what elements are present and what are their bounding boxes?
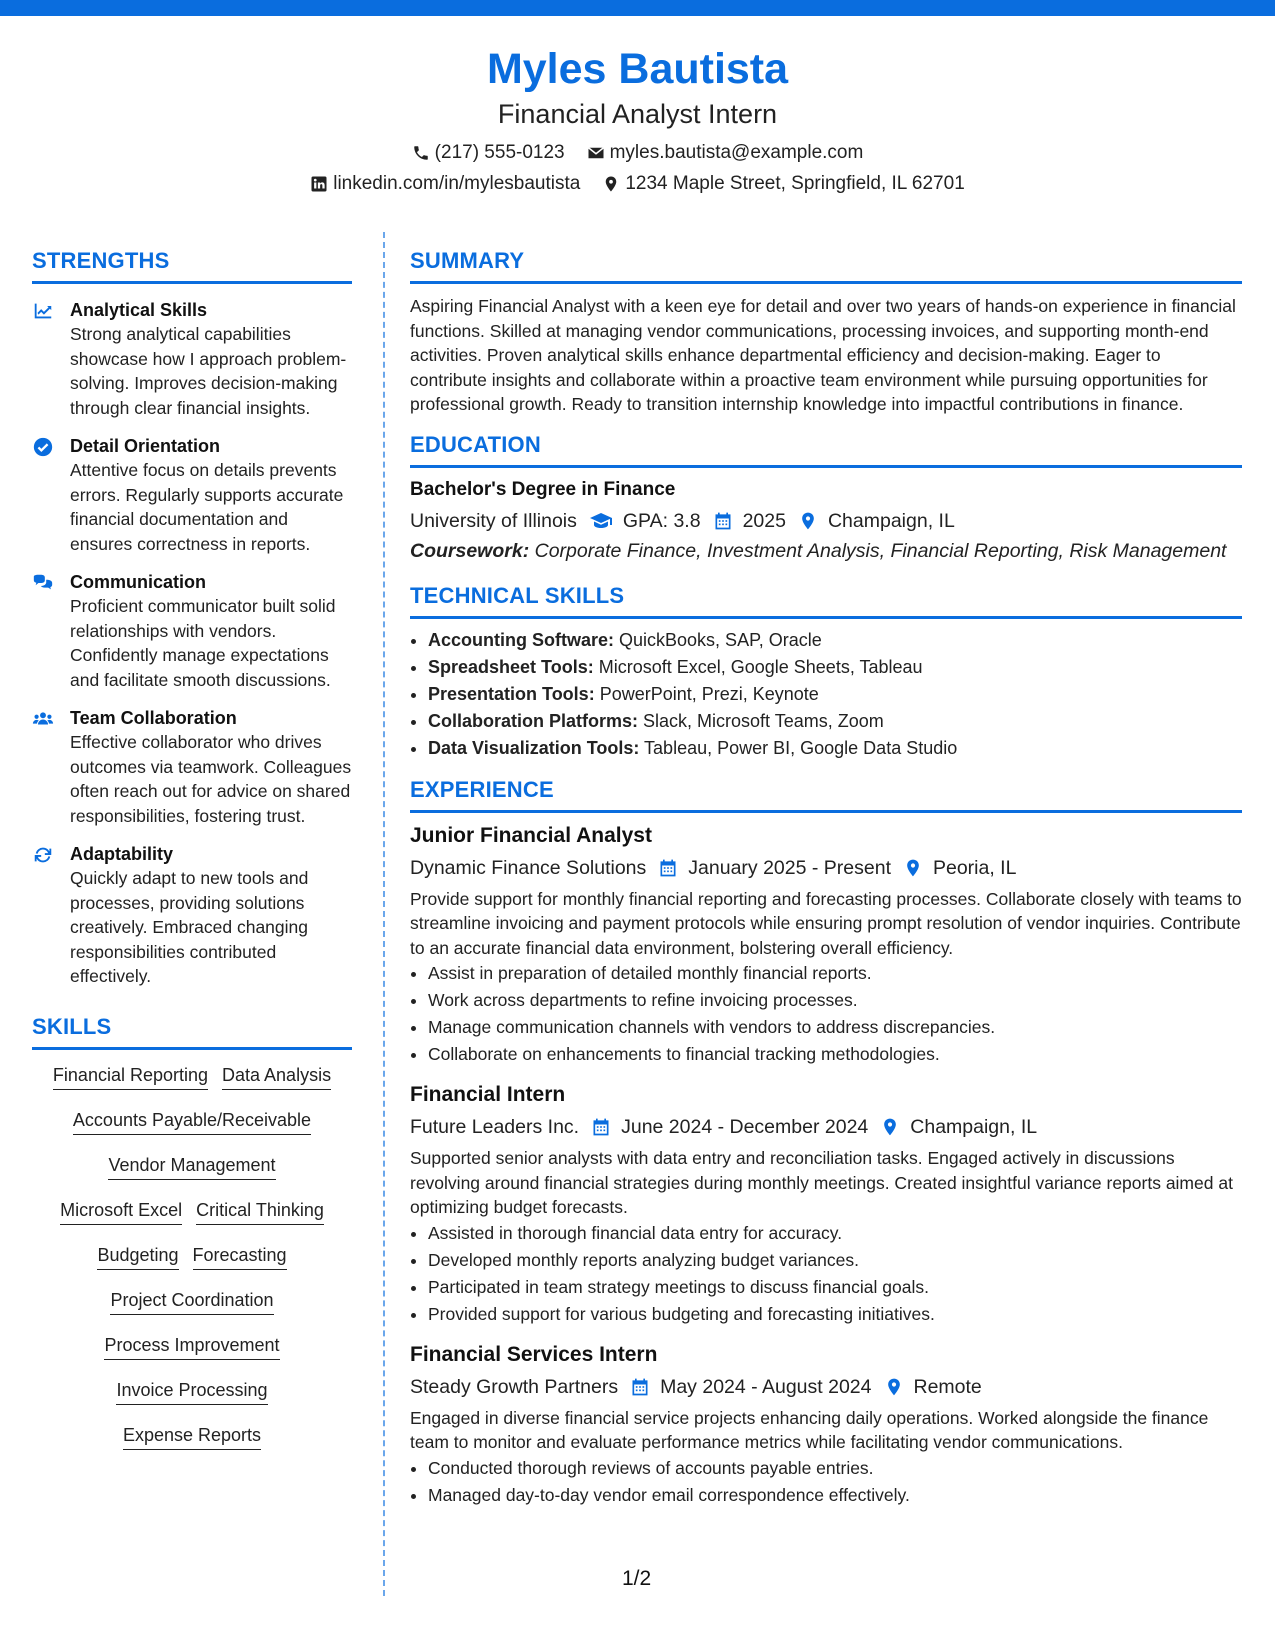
calendar-icon [591,1117,611,1137]
education-meta [410,506,1242,536]
job-description: Supported senior analysts with data entry and reconciliation tasks. Engaged actively in discussions revolving around financial strategies during monthly meetings. Created insightful variance reports aimed at optimizing budget forecasts. [410,1148,1233,1217]
coursework-list: Corporate Finance, Investment Analysis, Financial Reporting, Risk Management [529,539,1227,562]
job-location: Champaign, IL [910,1116,1038,1138]
tech-value: Slack, Microsoft Teams, Zoom [638,710,884,731]
job-description: Engaged in diverse financial service projects enhancing daily operations. Worked alongside the finance team to monitor and evaluate performance metrics while facilitating vendor communications. [410,1407,1209,1452]
calendar-icon [658,858,678,878]
list-item: • Conducted thorough reviews of accounts payable entries. [428,1455,1242,1482]
strengths-heading: STRENGTHS [32,245,352,284]
list-item [428,681,1242,708]
candidate-role: Financial Analyst Intern [497,99,778,129]
skills-heading: SKILLS [32,1011,352,1050]
list-item [428,708,1242,735]
tech-value: Tableau, Power BI, Google Data Studio [639,737,958,758]
candidate-name: Myles Bautista [486,45,789,93]
job-location: Remote [913,1375,982,1398]
strength-desc: Proficient communicator built solid relationships with vendors. Confidently manage expectations and facilitate smooth discussions. [70,596,336,690]
school-location: Champaign, IL [827,509,955,532]
company-name: Future Leaders Inc. [410,1116,580,1138]
skill-tag: Microsoft Excel [60,1197,182,1225]
job-entry [410,1340,1242,1509]
strength-item [32,570,352,692]
strength-desc: Strong analytical capabilities showcase how I approach problem-solving. Improves decision-making through clear financial insights. [70,324,347,418]
tech-label: Presentation Tools: [428,683,595,704]
job-description: Provide support for monthly financial reporting and forecasting processes. Collaborate closely with teams to streamline invoicing and payment protocols while ensuring prompt resolution of vendor inquiries. Contribute to an accurate financial data environment, bolstering overall efficiency. [410,888,1242,958]
technical-skills-heading: TECHNICAL SKILLS [410,580,1242,619]
envelope-icon [587,144,605,162]
list-item [428,627,1242,654]
skill-tag: Project Coordination [110,1287,273,1315]
strength-item [32,298,352,420]
skill-tag: Financial Reporting [53,1062,208,1090]
strength-desc: Attentive focus on details prevents errors. Regularly supports accurate financial documentation and ensures correctness in reports. [70,460,344,554]
strength-title: Analytical Skills [70,300,208,320]
map-marker-icon [602,175,620,193]
degree-title: Bachelor's Degree in Finance [410,478,676,500]
education-heading: EDUCATION [410,429,1242,468]
job-location: Peoria, IL [932,856,1017,879]
comments-icon [32,572,54,594]
skill-tag: Process Improvement [104,1332,279,1360]
strength-title: Detail Orientation [70,436,221,456]
list-item: • Participated in team strategy meetings to discuss financial goals. [428,1274,1242,1301]
skill-tag: Forecasting [193,1242,287,1270]
resume-header [0,40,1275,197]
calendar-icon [713,511,733,531]
skill-tag: Accounts Payable/Receivable [73,1107,311,1135]
job-title: Financial Intern [410,1083,566,1106]
chart-line-icon [32,300,54,322]
list-item: • Assist in preparation of detailed monthly financial reports. [428,960,1242,987]
list-item: • Developed monthly reports analyzing budget variances. [428,1247,1242,1274]
tech-value: PowerPoint, Prezi, Keynote [594,683,819,704]
job-dates: May 2024 - August 2024 [660,1375,872,1398]
calendar-icon [630,1377,650,1397]
tech-label: Collaboration Platforms: [428,710,639,731]
strength-desc: Quickly adapt to new tools and processes, providing solutions creatively. Embraced changing responsibilities contributed effectively. [70,868,309,986]
right-column [410,245,1242,1509]
job-title: Financial Services Intern [410,1342,658,1366]
linkedin-text[interactable]: linkedin.com/in/mylesbautista [333,173,581,194]
graduation-year: 2025 [742,509,786,532]
users-icon [32,708,54,730]
tech-label: Accounting Software: [428,629,615,650]
company-name: Dynamic Finance Solutions [410,856,647,879]
email-text[interactable]: myles.bautista@example.com [609,142,864,163]
map-marker-icon [880,1117,900,1137]
skill-tag: Invoice Processing [116,1377,267,1405]
contact-row-1 [0,140,1275,166]
skill-tag: Critical Thinking [196,1197,324,1225]
email-contact[interactable] [587,140,864,166]
summary-text: Aspiring Financial Analyst with a keen eye for detail and over two years of hands-on experience in financial functions. Skilled at managing vendor communications, processing invoices, and supporting month-end activities. Proven analytical skills enhance departmental efficiency and decision-making. Eager to contribute insights and collaborate within a proactive team environment while pursuing opportunities for professional growth. Ready to transition internship knowledge into impactful contributions in finance. [410,296,1236,414]
list-item: • Manage communication channels with vendors to address discrepancies. [428,1014,1242,1041]
map-marker-icon [903,858,923,878]
phone-contact [412,140,565,166]
address-contact [602,171,964,197]
job-dates: January 2025 - Present [688,856,891,879]
strength-title: Team Collaboration [70,708,237,728]
list-item: • Assisted in thorough financial data entry for accuracy. [428,1220,1242,1247]
summary-heading: SUMMARY [410,245,1242,284]
list-item: • Managed day-to-day vendor email correspondence effectively. [428,1482,1242,1509]
list-item [428,735,1242,762]
skill-tag: Expense Reports [123,1422,261,1450]
job-meta [410,1372,1242,1402]
linkedin-icon [310,175,328,193]
strength-item [32,434,352,556]
list-item: • Collaborate on enhancements to financial tracking methodologies. [428,1041,1242,1068]
job-entry [410,1080,1242,1328]
column-divider [383,232,385,1596]
address-text: 1234 Maple Street, Springfield, IL 62701 [625,173,965,194]
strength-item [32,706,352,828]
left-column [32,245,352,1467]
strength-item [32,842,352,989]
list-item [428,654,1242,681]
technical-skills-list [410,627,1242,762]
job-bullets [410,960,1242,1068]
linkedin-contact[interactable] [310,171,580,197]
skill-tag: Data Analysis [222,1062,331,1090]
top-accent-bar [0,0,1275,16]
job-meta [410,853,1242,883]
coursework [410,539,1242,564]
list-item: • Work across departments to refine invoicing processes. [428,987,1242,1014]
job-bullets [410,1220,1242,1328]
tech-label: Spreadsheet Tools: [428,656,594,677]
strength-title: Adaptability [70,844,174,864]
skills-list [32,1062,352,1467]
strength-title: Communication [70,572,207,592]
job-bullets [410,1455,1242,1509]
map-marker-icon [884,1377,904,1397]
tech-value: QuickBooks, SAP, Oracle [614,629,822,650]
school-name: University of Illinois [410,509,577,532]
skill-tag: Vendor Management [108,1152,275,1180]
list-item: • Provided support for various budgeting and forecasting initiatives. [428,1301,1242,1328]
phone-icon [412,144,430,162]
coursework-label: Coursework: [410,539,530,562]
strength-desc: Effective collaborator who drives outcomes via teamwork. Colleagues often reach out for advice on shared responsibilities, fostering trust. [70,732,352,826]
tech-label: Data Visualization Tools: [428,737,640,758]
phone-text: (217) 555-0123 [434,142,565,163]
sync-icon [32,844,54,866]
contact-row-2 [0,171,1275,197]
graduation-cap-icon [589,509,613,533]
page-number: 1/2 [622,1567,652,1590]
check-circle-icon [32,436,54,458]
job-entry [410,821,1242,1069]
tech-value: Microsoft Excel, Google Sheets, Tableau [593,656,923,677]
job-dates: June 2024 - December 2024 [621,1116,869,1138]
experience-heading: EXPERIENCE [410,774,1242,813]
job-meta [410,1112,1242,1142]
company-name: Steady Growth Partners [410,1375,619,1398]
map-marker-icon [798,511,818,531]
skill-tag: Budgeting [97,1242,178,1270]
gpa: GPA: 3.8 [622,509,701,532]
job-title: Junior Financial Analyst [410,823,652,847]
